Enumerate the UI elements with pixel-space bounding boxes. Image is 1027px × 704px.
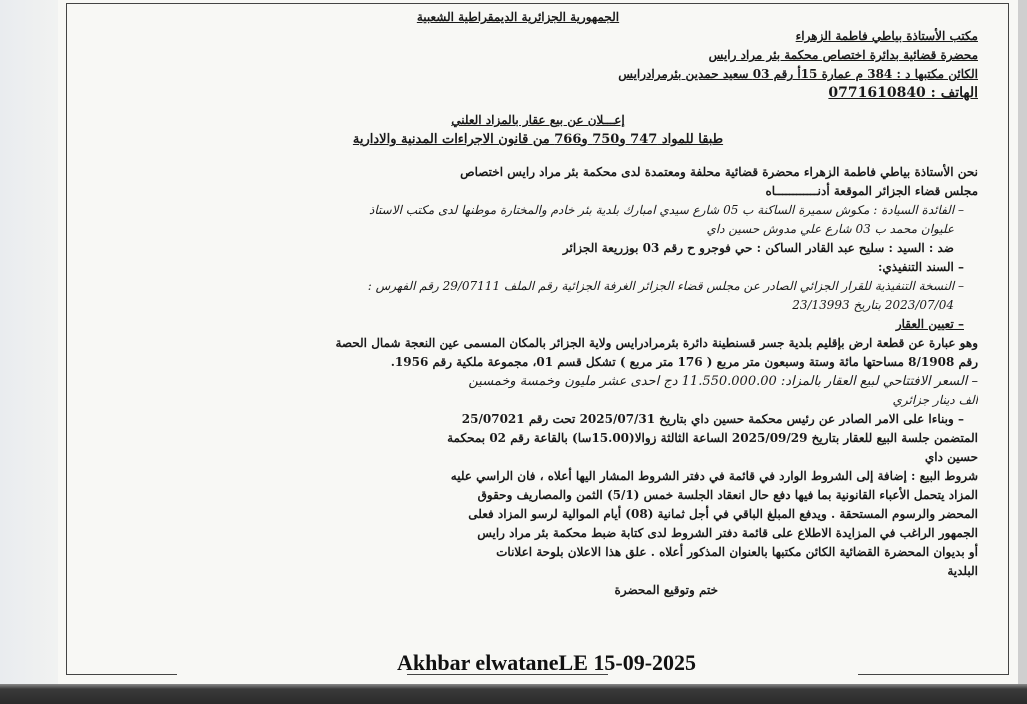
notice-document	[98, 8, 978, 600]
office-phone: الهاتف : 0771610840	[828, 85, 978, 101]
intro-line-1: نحن الأستاذة بياطي فاطمة الزهراء محضرة قضائية محلفة ومعتمدة لدى محكمة بئر مراد رايس اختصاص	[460, 165, 978, 179]
exec-title-heading: – السند التنفيذي:	[877, 260, 964, 274]
creditor-line-1: – الفائدة السيادة : مكوش سميرة الساكنة ب 05 شارع سيدي امبارك بلدية بئر خادم والمختارة موطنها لدى مكتب الاستاذ	[369, 203, 964, 217]
price-line-2: الف دينار جزائري	[892, 393, 978, 407]
terms-line-4: الجمهور الراغب في المزايدة الاطلاع على قائمة دفتر الشروط لدى كتابة ضبط محكمة بئر مراد رايس	[477, 526, 978, 540]
exec-line-2: 2023/07/04 بتاريخ 23/13993	[792, 298, 954, 312]
scan-edge	[1018, 0, 1027, 684]
terms-line-1: شروط البيع : إضافة إلى الشروط الوارد في قائمة في دفتر الشروط المشار اليها أعلاه ، فان الراسي عليه	[450, 469, 978, 483]
price-line-1: – السعر الافتتاحي لبيع العقار بالمزاد: 11.550.000.00 دج احدى عشر مليون وخمسة وخمسين	[468, 374, 978, 389]
scan-margin	[0, 0, 58, 684]
publication-footer	[0, 650, 1027, 676]
order-line-2: المتضمن جلسة البيع للعقار بتاريخ 2025/09/29 الساعة الثالثة زوالا(15.00سا) بالقاعة رقم 02 بمحكمة	[447, 431, 978, 445]
office-address: الكائن مكتبها د : 384 م عمارة 15أ رقم 03 سعيد حمدين بئرمرادرايس	[618, 67, 978, 81]
order-line-1: – وبناءا على الامر الصادر عن رئيس محكمة حسين داي بتاريخ 2025/07/31 تحت رقم 25/07021	[461, 412, 964, 426]
publication-date: LE 15-09-2025	[558, 650, 697, 675]
office-name: مكتب الأستاذة بياطي فاطمة الزهراء	[795, 29, 978, 43]
debtor-line: ضد : السيد : سليح عبد القادر الساكن : حي فوجرو ح رقم 03 بوزريعة الجزائر	[562, 241, 954, 255]
property-line-2: رقم 8/1908 مساحتها مائة وستة وسبعون متر مربع ( 176 متر مربع ) تشكل قسم 01، مجموعة ملكية رقم 1956.	[390, 355, 978, 369]
creditor-line-2: عليوان محمد ب 03 شارع علي مدوش حسين داي	[706, 222, 954, 236]
terms-line-3: المحضر والرسوم المستحقة . ويدفع المبلغ الباقي في أجل ثمانية (08) أيام الموالية لرسو المزاد فعلى	[468, 507, 978, 521]
notice-title: إعـــلان عن بيع عقار بالمزاد العلني	[451, 113, 625, 127]
terms-line-6: البلدية	[947, 564, 978, 578]
terms-line-5: أو بديوان المحضرة القضائية الكائن مكتبها بالعنوان المذكور أعلاه . علق هذا الاعلان بلوحة اعلانات	[496, 545, 978, 559]
legal-basis: طبقا للمواد 747 و750 و766 من قانون الاجراءات المدنية والادارية	[352, 132, 724, 147]
newspaper-name: Akhbar elwatane	[396, 650, 559, 675]
scan-bottom-edge	[0, 684, 1027, 704]
terms-line-2: المزاد يتحمل الأعباء القانونية بما فيها دفع حال انعقاد الجلسة خمس (5/1) الثمن والمصاريف وحقوق	[477, 488, 978, 502]
bailiff-role: محضرة قضائية بدائرة اختصاص محكمة بئر مراد رايس	[708, 48, 978, 62]
property-line-1: وهو عبارة عن قطعة ارض بإقليم بلدية جسر قسنطينة دائرة بئرمرادرايس ولاية الجزائر بالمكان المسمى عين النعجة شمال الحصة	[335, 336, 978, 350]
order-line-3: حسين داي	[924, 450, 978, 464]
signature-line: ختم وتوقيع المحضرة	[614, 583, 718, 597]
exec-line-1: – النسخة التنفيذية للقرار الجزائي الصادر عن مجلس قضاء الجزائر الغرفة الجزائية رقم الملف 29/07111 رقم الفهرس :	[367, 279, 964, 293]
property-heading: – تعيين العقار	[895, 317, 964, 331]
republic-heading: الجمهورية الجزائرية الديمقراطية الشعبية	[416, 10, 620, 24]
intro-line-2: مجلس قضاء الجزائر الموقعة أدنــــــــــــاه	[765, 184, 978, 198]
